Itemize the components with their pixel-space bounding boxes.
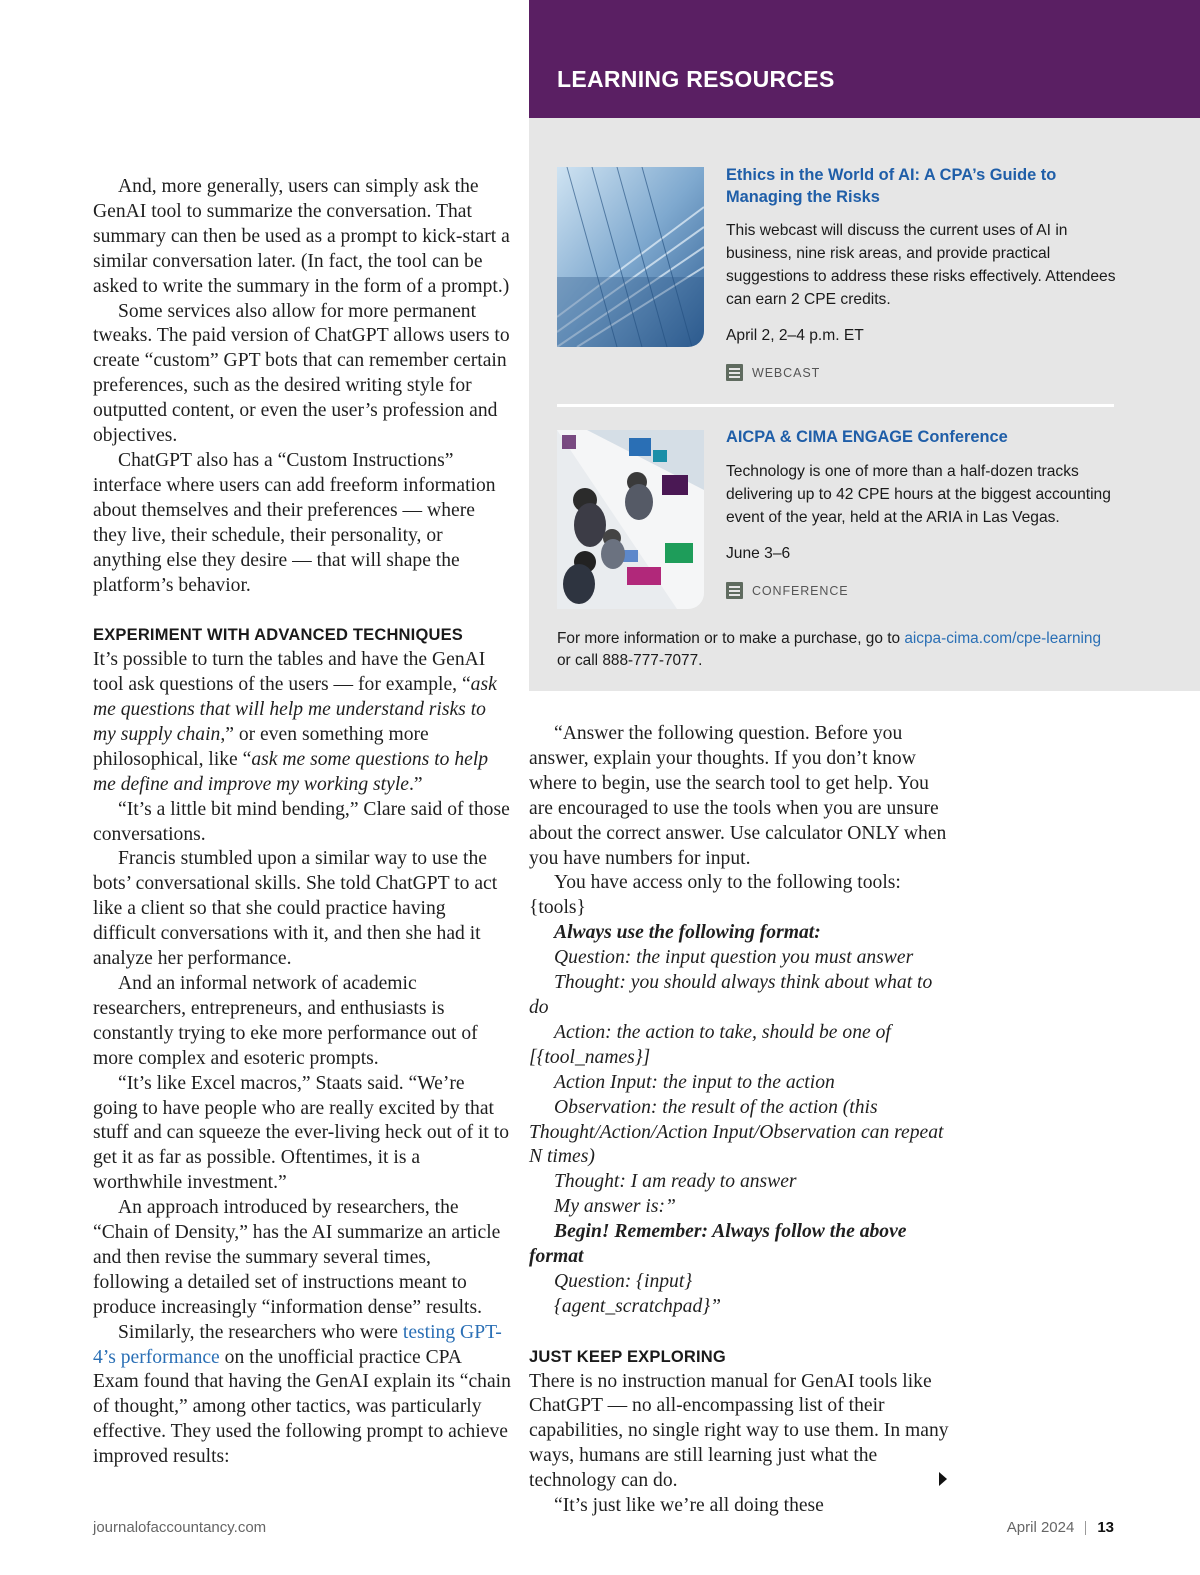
link-testing-gpt4[interactable]: testing GPT-4’s performance [93, 1321, 502, 1368]
paragraph-no-manual: There is no instruction manual for GenAI tools like ChatGPT — no all-encompassing list of their capabilities, no single right way to use them. In many ways, humans are still learning just what the technology can do. [529, 1370, 949, 1492]
resource-title-ethics-ai[interactable]: Ethics in the World of AI: A CPA’s Guide to Managing the Risks [726, 166, 1057, 206]
prompt-observation-line: Observation: the result of the action (this Thought/Action/Action Input/Observation can repeat N times) [529, 1096, 944, 1168]
prompt-action-line: Action: the action to take, should be one of [{tool_names}] [529, 1021, 891, 1068]
paragraph-mind-bending: “It’s a little bit mind bending,” Clare said of those conversations. [93, 798, 510, 845]
footer-page-info [1007, 1519, 1114, 1536]
panel-footer-info [557, 628, 1157, 671]
right-column [529, 722, 949, 1519]
paragraph-summarize: And, more generally, users can simply ask the GenAI tool to summarize the conversation. That summary can then be used as a prompt to kick-start a similar conversation later. (In fact, the tool can be asked to write the summary in the form of a prompt.) [93, 176, 510, 297]
italic-example-supply-chain: ask me questions that will help me understand risks to my supply chain [93, 674, 497, 745]
resource-title-engage-conference[interactable]: AICPA & CIMA ENGAGE Conference [726, 428, 1008, 446]
panel-title: LEARNING RESOURCES [557, 66, 835, 92]
paragraph-custom-instructions: ChatGPT also has a “Custom Instructions” interface where users can add freeform information about themselves and their preferences — where they live, their schedule, their personality, or anything else they desire — that will shape the platform’s behavior. [93, 449, 496, 596]
footer-phone-text: or call 888-777-7077. [557, 651, 703, 669]
text-run: on the unofficial practice CPA Exam found that having the GenAI explain its “chain of thought,” among other tactics, was particularly effective. They used the following prompt to achieve improved results: [93, 1346, 511, 1468]
text-run: Similarly, the researchers who were [118, 1321, 403, 1343]
footer-date: April 2024 [1006, 1519, 1075, 1536]
prompt-ready-line: Thought: I am ready to answer [554, 1171, 797, 1193]
resource-date-engage-conference: June 3–6 [726, 545, 791, 562]
text-run: It’s possible to turn the tables and have the GenAI tool ask questions of the users — for example, “ [93, 649, 486, 696]
paragraph-chain-of-density: An approach introduced by researchers, the “Chain of Density,” has the AI summarize an article and then revise the summary several times, following a detailed set of instructions meant to produce increasingly “information dense” results. [93, 1197, 501, 1318]
prompt-input-line: Question: {input} [554, 1270, 693, 1292]
resource-date-ethics-ai: April 2, 2–4 p.m. ET [726, 327, 864, 344]
left-column [93, 175, 511, 1470]
prompt-answer-line: My answer is:” [554, 1196, 676, 1218]
link-cpe-learning[interactable]: aicpa-cima.com/cpe-learning [904, 630, 1102, 647]
footer-page-number: 13 [1097, 1519, 1114, 1536]
prompt-question-line: Question: the input question you must answer [554, 947, 914, 969]
resource-type-label: WEBCAST [752, 365, 821, 380]
resource-type-webcast [726, 364, 820, 381]
resource-type-label: CONFERENCE [752, 583, 849, 598]
footer-info-text: For more information or to make a purchase, go to [557, 630, 905, 647]
text-run: .” [408, 773, 423, 795]
footer-website[interactable]: journalofaccountancy.com [93, 1519, 267, 1536]
continue-arrow-icon [939, 1472, 947, 1486]
prompt-intro: “Answer the following question. Before you answer, explain your thoughts. If you don’t know where to begin, use the search tool to get help. You are encouraged to use the tools when you are unsure about the correct answer. Use calculator ONLY when you have numbers for input. [529, 723, 947, 869]
prompt-action-input-line: Action Input: the input to the action [554, 1071, 835, 1093]
conference-thumbnail-image[interactable] [557, 430, 704, 609]
prompt-scratchpad-line: {agent_scratchpad}” [554, 1295, 721, 1317]
prompt-begin-line: Begin! Remember: Always follow the above format [529, 1221, 907, 1268]
prompt-format-heading: Always use the following format: [554, 922, 821, 944]
resource-desc-ethics-ai: This webcast will discuss the current uses of AI in business, nine risk areas, and provide practical suggestions to address these risks effectively. Attendees can earn 2 CPE credits. [726, 222, 1116, 308]
document-icon [726, 364, 743, 381]
learning-resources-header [529, 0, 1200, 118]
panel-divider [557, 404, 1114, 407]
paragraph-permanent-tweaks: Some services also allow for more permanent tweaks. The paid version of ChatGPT allows users to create “custom” GPT bots that can remember certain preferences, such as the desired writing style for outputted content, or even the user’s profession and objectives. [93, 300, 510, 447]
paragraph-excel-macros: “It’s like Excel macros,” Staats said. “We’re going to have people who are really excited by that stuff and can squeeze the ever-living heck out of it to get it as far as possible. Oftentimes, it is a worthwhile investment.” [93, 1072, 510, 1194]
section-heading-advanced-techniques: EXPERIMENT WITH ADVANCED TECHNIQUES [93, 626, 464, 645]
paragraph-turn-tables [93, 648, 511, 797]
business-people-photo [557, 430, 704, 609]
paragraph-francis: Francis stumbled upon a similar way to use the bots’ conversational skills. She told ChatGPT to act like a client so that she could practice having difficult conversations with it, and then she had it analyze her performance. [93, 848, 498, 970]
resource-type-conference [726, 582, 849, 599]
paragraph-informal-network: And an informal network of academic researchers, entrepreneurs, and enthusiasts is constantly trying to eke more performance out of more complex and esoteric prompts. [93, 972, 478, 1069]
paragraph-gpt4-testing [93, 1321, 511, 1470]
architecture-photo [557, 167, 704, 347]
resource-desc-engage-conference: Technology is one of more than a half-dozen tracks delivering up to 42 CPE hours at the biggest accounting event of the year, held at the ARIA in Las Vegas. [726, 463, 1111, 526]
prompt-thought-line: Thought: you should always think about what to do [529, 972, 933, 1018]
prompt-tools: You have access only to the following tools: {tools} [529, 872, 901, 919]
webcast-thumbnail-image[interactable] [557, 167, 704, 347]
section-heading-keep-exploring: JUST KEEP EXPLORING [529, 1347, 726, 1366]
text-run: ,” or even something more philosophical, like “ [93, 723, 429, 770]
document-icon [726, 582, 743, 599]
footer-separator [1085, 1521, 1086, 1535]
italic-example-working-style: ask me some questions to help me define and improve my working style [93, 748, 489, 795]
paragraph-continued: “It’s just like we’re all doing these [554, 1495, 824, 1517]
